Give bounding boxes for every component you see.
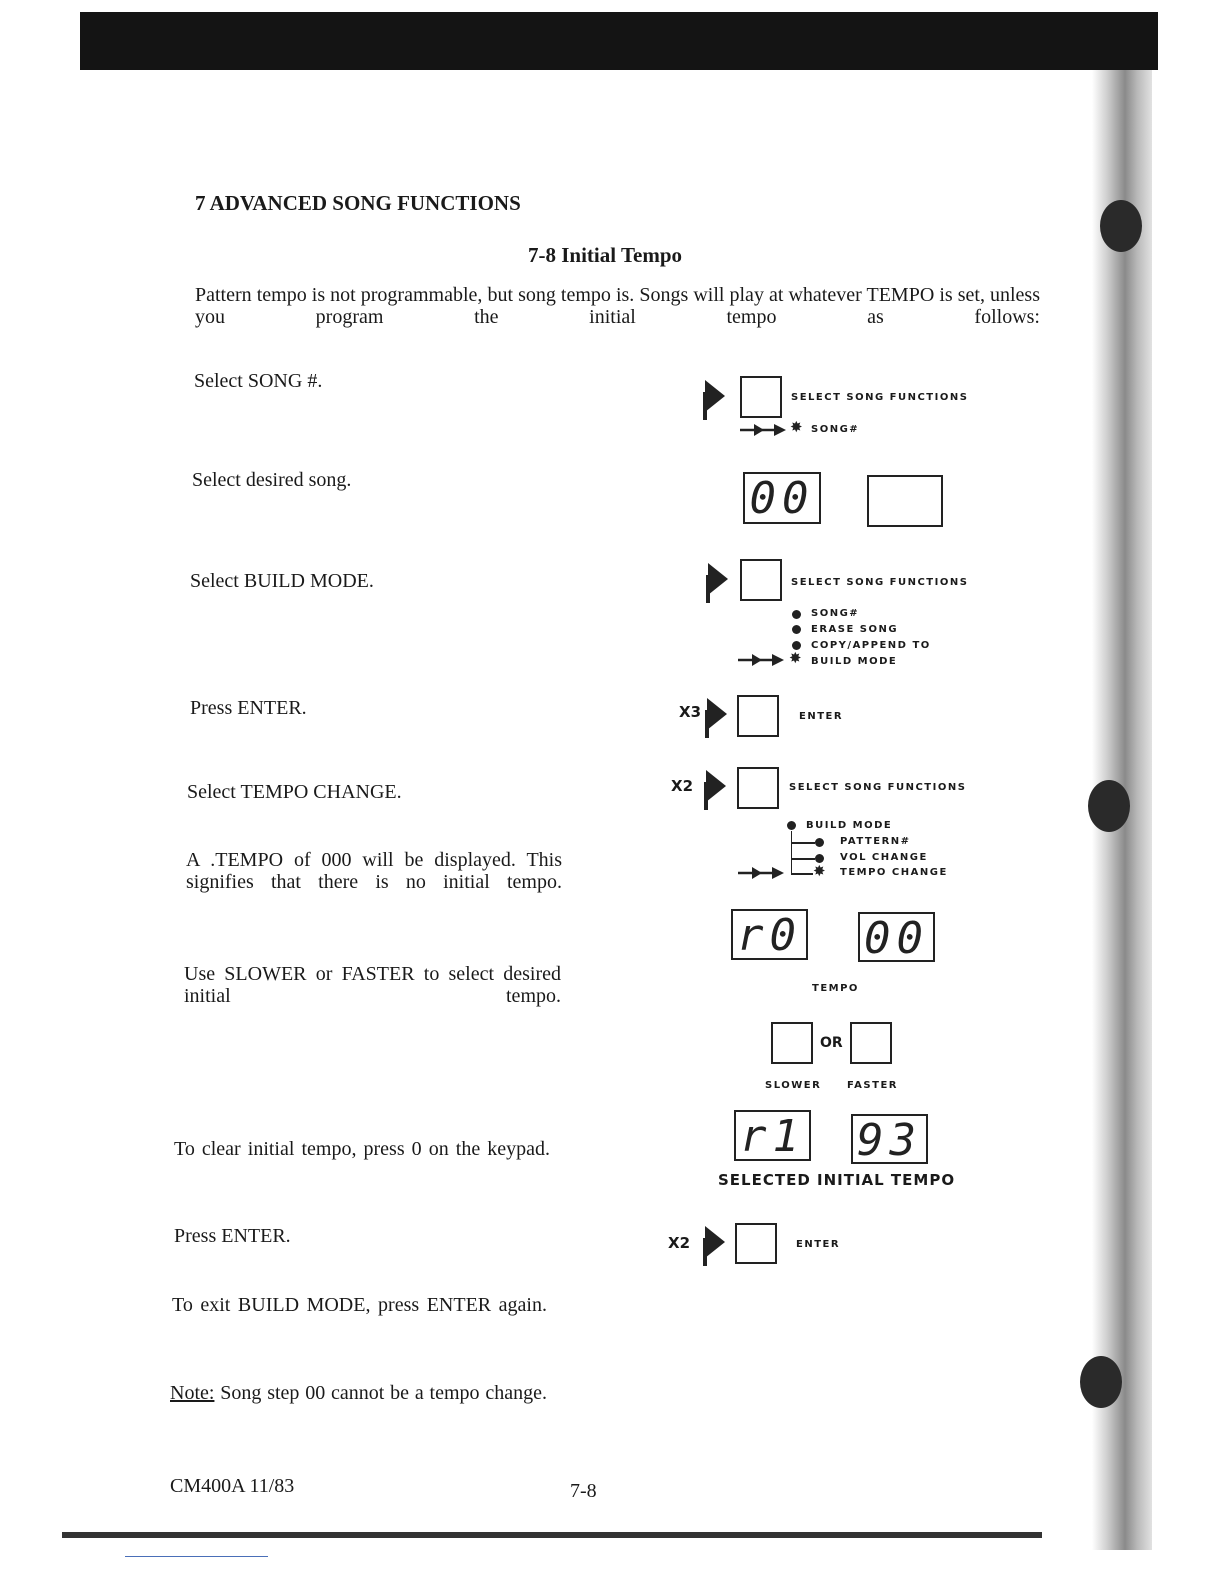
punch-hole (1100, 200, 1142, 252)
menu-dot-icon (815, 854, 824, 863)
tree-branch (791, 873, 813, 875)
intro-paragraph: Pattern tempo is not programmable, but song tempo is. Songs will play at whatever TEMPO is set, unless you program the initial tempo as follows: (195, 284, 1040, 329)
top-black-bar (80, 12, 1158, 70)
double-arrow-icon (738, 654, 784, 666)
double-arrow-icon (738, 867, 784, 879)
menu-build-mode: BUILD MODE (811, 656, 898, 667)
enter-key[interactable] (735, 1223, 777, 1264)
step-tempo-display: A .TEMPO of 000 will be displayed. This signifies that there is no initial tempo. (186, 849, 562, 894)
bottom-rule-accent (125, 1556, 268, 1557)
select-song-functions-key[interactable] (740, 559, 782, 601)
step-select-song-num: Select SONG #. (194, 370, 323, 392)
press-count-x2: X2 (668, 1234, 691, 1252)
step-clear-tempo: To clear initial tempo, press 0 on the keypad. (174, 1138, 550, 1160)
faster-key[interactable] (850, 1022, 892, 1064)
enter-label: ENTER (796, 1239, 841, 1250)
song-number-display: 00 (743, 472, 821, 524)
select-song-functions-key[interactable] (737, 767, 779, 809)
note-label: Note: (170, 1382, 215, 1404)
selected-initial-tempo-label: SELECTED INITIAL TEMPO (718, 1171, 956, 1189)
press-arrow-icon (703, 1218, 727, 1266)
step-exit-build-mode: To exit BUILD MODE, press ENTER again. (172, 1294, 547, 1316)
menu-dot-icon (792, 625, 801, 634)
press-arrow-icon (705, 690, 729, 738)
select-song-functions-key[interactable] (740, 376, 782, 418)
tempo-indicator-display: r0 (731, 909, 808, 960)
song-num-label: SONG# (811, 424, 860, 435)
step-select-build-mode: Select BUILD MODE. (190, 570, 374, 592)
step-press-enter: Press ENTER. (190, 697, 307, 719)
selected-indicator-display: r1 (734, 1110, 811, 1161)
punch-hole (1080, 1356, 1122, 1408)
footer-page-number: 7-8 (570, 1480, 597, 1502)
tempo-value-display: 00 (858, 912, 935, 962)
tree-line (791, 831, 792, 874)
selected-star-icon: ✸ (790, 420, 803, 436)
menu-song-num: SONG# (811, 608, 860, 619)
select-song-functions-label: SELECT SONG FUNCTIONS (791, 577, 969, 588)
selected-star-icon: ✸ (813, 864, 826, 880)
tree-pattern-num: PATTERN# (840, 836, 911, 847)
note-text: Song step 00 cannot be a tempo change. (214, 1382, 547, 1404)
footer-doc-id: CM400A 11/83 (170, 1475, 295, 1497)
tree-branch (791, 858, 815, 860)
enter-key[interactable] (737, 695, 779, 737)
blank-display (867, 475, 943, 527)
note (170, 1382, 547, 1404)
double-arrow-icon (740, 424, 786, 436)
step-press-enter: Press ENTER. (174, 1225, 291, 1247)
section-title: 7-8 Initial Tempo (528, 243, 683, 267)
press-arrow-icon (704, 762, 728, 810)
select-song-functions-label: SELECT SONG FUNCTIONS (789, 782, 967, 793)
press-arrow-icon (703, 372, 727, 420)
press-count-x2: X2 (671, 777, 694, 795)
step-select-tempo-change: Select TEMPO CHANGE. (187, 781, 402, 803)
select-song-functions-label: SELECT SONG FUNCTIONS (791, 392, 969, 403)
tree-build-mode: BUILD MODE (806, 820, 893, 831)
step-select-song: Select desired song. (192, 469, 352, 491)
menu-erase-song: ERASE SONG (811, 624, 899, 635)
step-slower-faster: Use SLOWER or FASTER to select desired initial tempo. (184, 963, 561, 1008)
selected-tempo-display: 93 (851, 1114, 928, 1164)
chapter-heading: 7 ADVANCED SONG FUNCTIONS (195, 191, 521, 215)
faster-label: FASTER (847, 1080, 898, 1091)
menu-dot-icon (787, 821, 796, 830)
tree-branch (791, 842, 815, 844)
tree-tempo-change: TEMPO CHANGE (840, 867, 948, 878)
slower-key[interactable] (771, 1022, 813, 1064)
menu-dot-icon (792, 641, 801, 650)
slower-label: SLOWER (765, 1080, 822, 1091)
enter-label: ENTER (799, 711, 844, 722)
bottom-rule (62, 1532, 1042, 1538)
menu-dot-icon (792, 610, 801, 619)
or-label: OR (820, 1035, 843, 1051)
selected-star-icon: ✸ (789, 651, 802, 667)
menu-copy-append: COPY/APPEND TO (811, 640, 931, 651)
tempo-label: TEMPO (812, 983, 859, 994)
menu-dot-icon (815, 838, 824, 847)
tree-vol-change: VOL CHANGE (840, 852, 928, 863)
punch-hole (1088, 780, 1130, 832)
press-arrow-icon (706, 555, 730, 603)
press-count-x3: X3 (679, 703, 702, 721)
